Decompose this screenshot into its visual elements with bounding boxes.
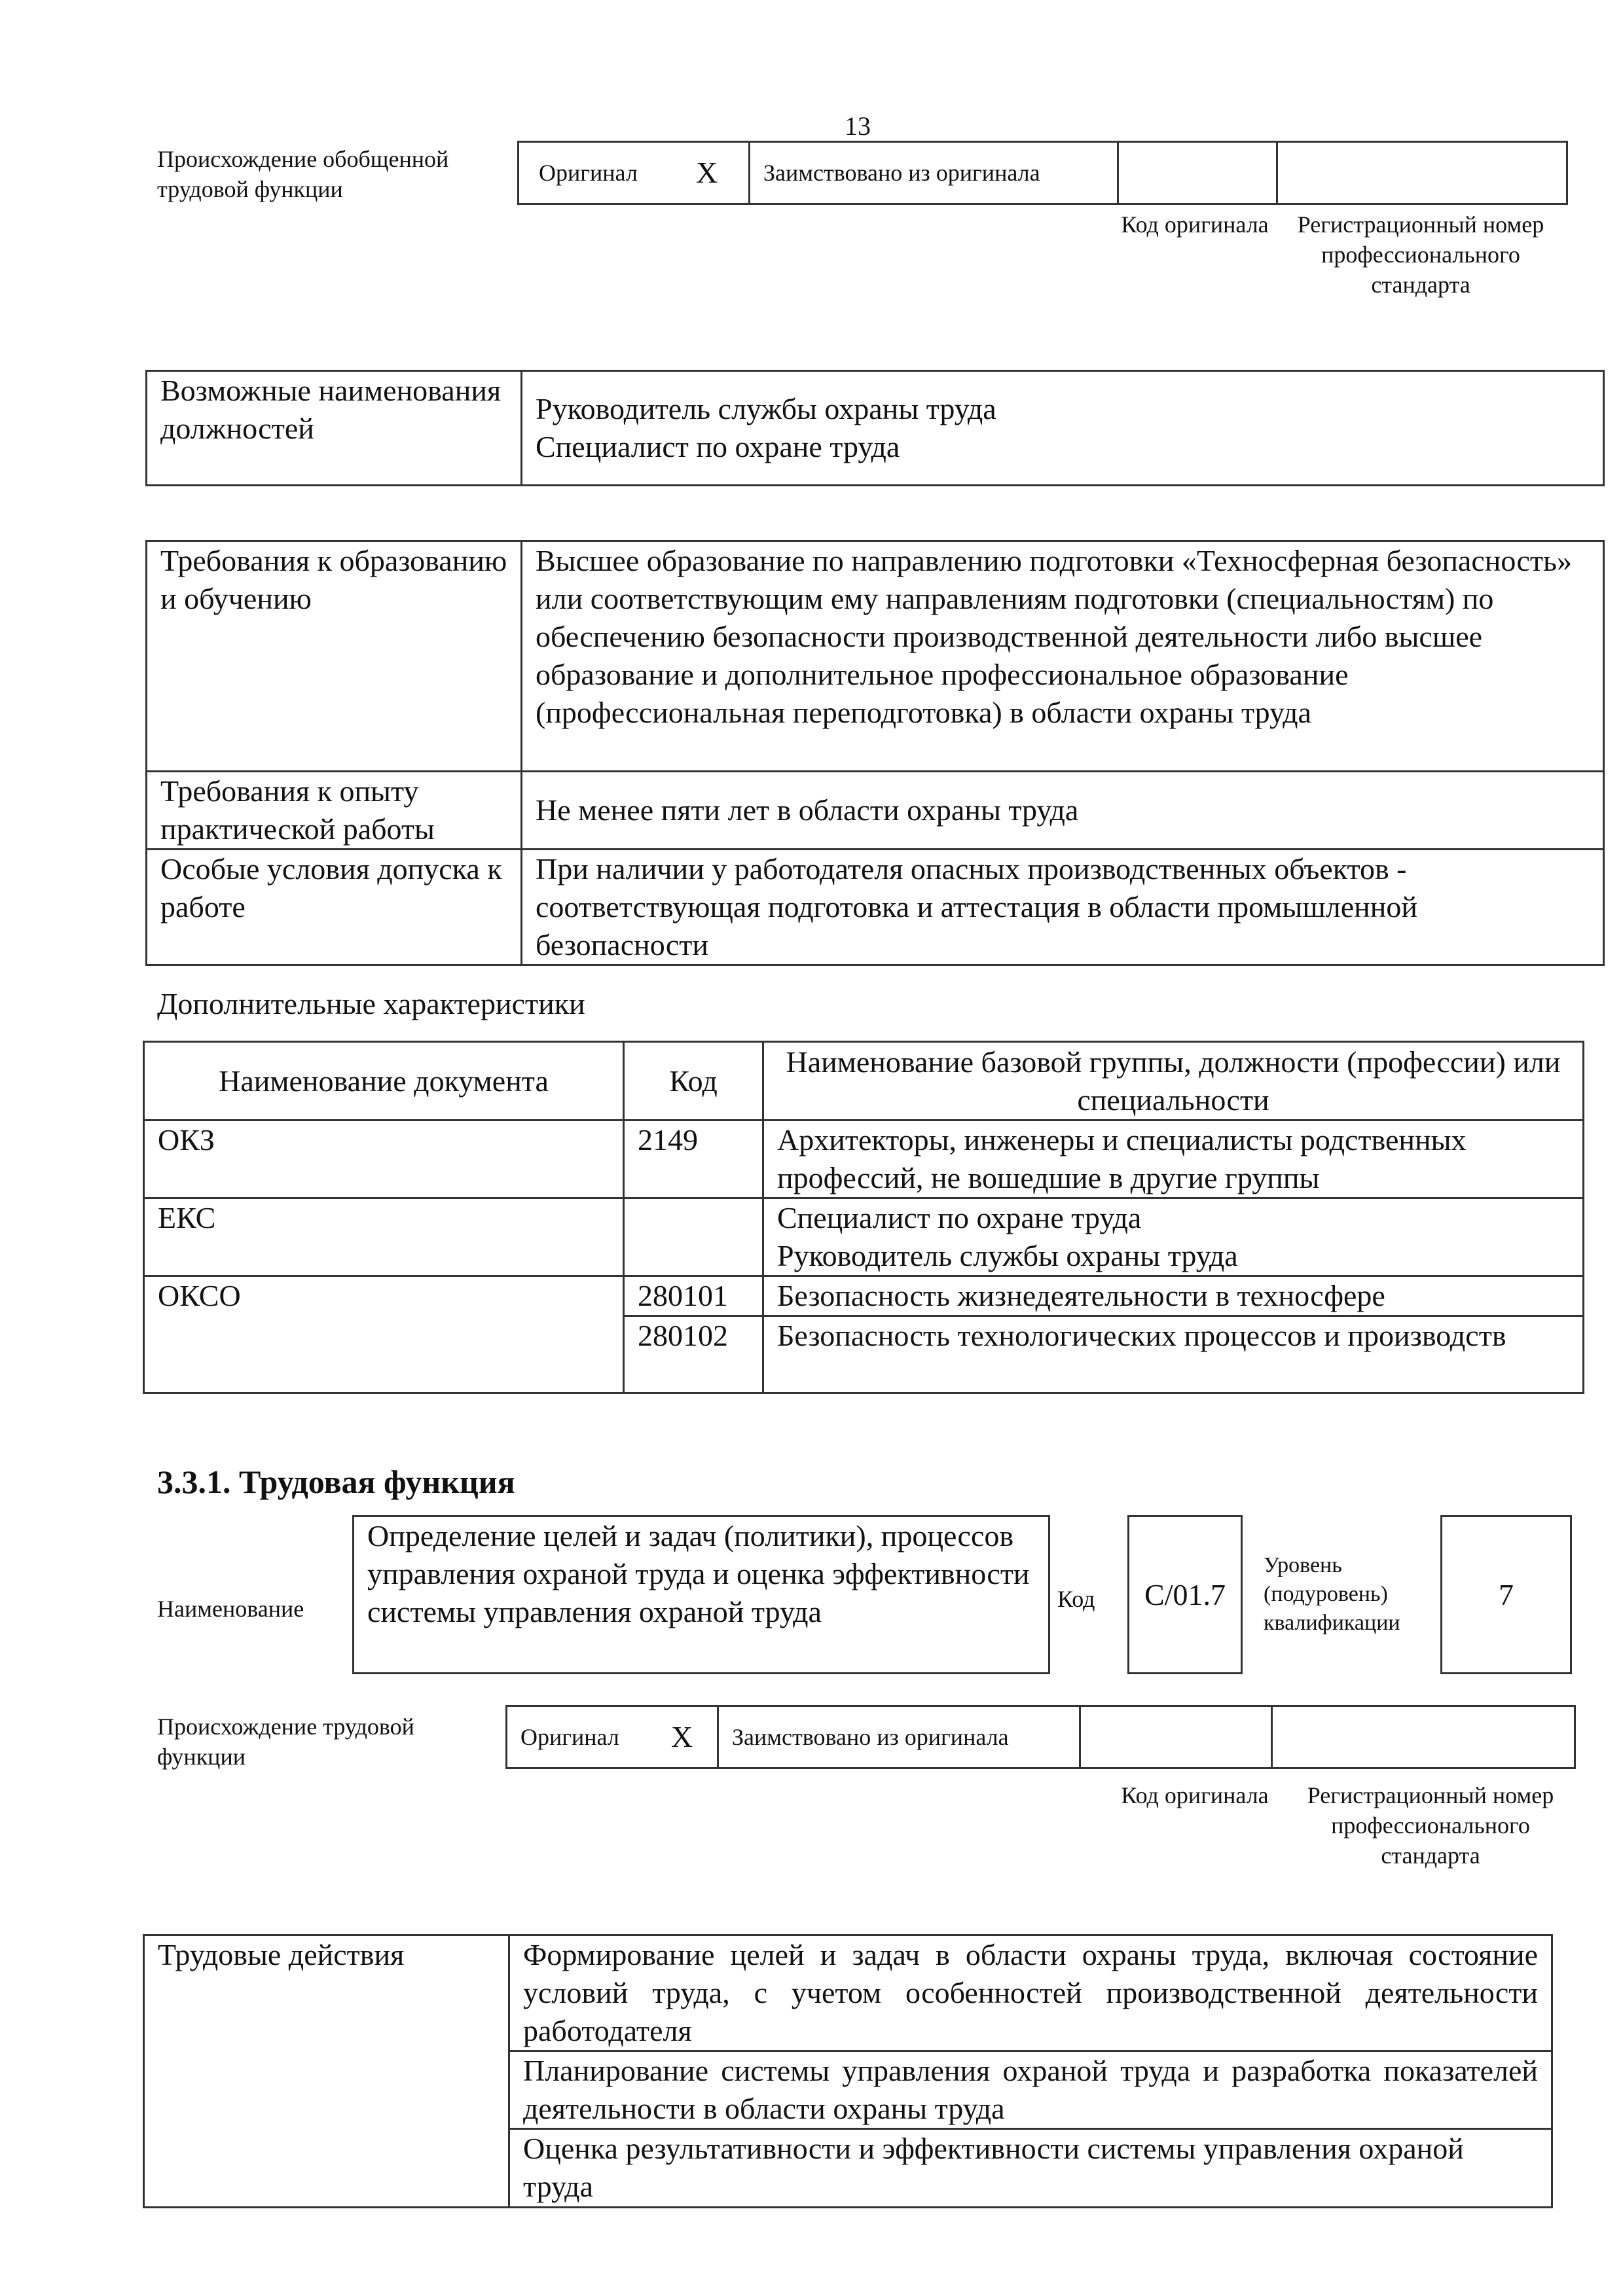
origin-function-table [505, 1705, 1576, 1769]
experience-label: Требования к опыту практической работы [147, 772, 522, 850]
table-row [144, 1198, 1584, 1276]
borrowed-label: Заимствовано из оригинала [750, 142, 1118, 204]
requirements-table [145, 540, 1605, 966]
level-value: 7 [1442, 1516, 1571, 1674]
positions-values [522, 371, 1604, 486]
reg-number-cell [1272, 1706, 1575, 1768]
reg-number-caption: Регистрационный номер профессионального стандарта [1307, 1782, 1554, 1869]
origin-generalized-table [517, 141, 1568, 205]
level-box [1440, 1515, 1572, 1674]
original-mark: X [683, 142, 750, 204]
code-cell: 280101 [624, 1276, 763, 1316]
code-original-caption: Код оригинала [1121, 211, 1269, 238]
labor-action-item: Оценка результативности и эффективности системы управления охраной труда [509, 2129, 1552, 2208]
name-cell [763, 1198, 1584, 1276]
labor-action-item: Планирование системы управления охраной труда и разработка показателей деятельности в области охраны труда [509, 2051, 1552, 2129]
special-conditions-value: При наличии у работодателя опасных производственных объектов - соответствующая подготовка и аттестация в области промышленной безопасности [522, 850, 1604, 965]
header-group: Наименование базовой группы, должности (профессии) или специальности [763, 1042, 1584, 1121]
code-value: C/01.7 [1129, 1516, 1242, 1674]
page-number: 13 [845, 111, 871, 141]
additional-title: Дополнительные характеристики [157, 987, 585, 1020]
code-cell: 2149 [624, 1121, 763, 1198]
table-row [144, 1121, 1584, 1198]
labor-actions-label: Трудовые действия [144, 1935, 509, 2208]
table-row [144, 1276, 1584, 1316]
function-name-value: Определение целей и задач (политики), процессов управления охраной труда и оценка эффективности системы управления охраной труда [354, 1516, 1049, 1674]
education-value: Высшее образование по направлению подготовки «Техносферная безопасность» или соответствующим ему направлениям подготовки (специальностям) по обеспечению безопасности производственной деятельности либо высшее образование и дополнительное профессиональное образование (профессиональная переподготовка) в области охраны труда [522, 541, 1604, 772]
doc-cell: ОКСО [144, 1276, 624, 1393]
reg-number-cell [1277, 142, 1567, 204]
reg-number-caption: Регистрационный номер профессионального стандарта [1297, 211, 1544, 298]
origin-generalized-label: Происхождение обобщенной трудовой функции [157, 146, 449, 202]
original-code-cell [1080, 1706, 1272, 1768]
labor-actions-table [143, 1934, 1553, 2208]
special-conditions-label: Особые условия допуска к работе [147, 850, 522, 965]
code-box [1127, 1515, 1243, 1674]
code-original-caption: Код оригинала [1121, 1782, 1269, 1808]
name-label: Наименование [157, 1596, 304, 1622]
original-label: Оригинал [507, 1706, 659, 1768]
original-mark: X [658, 1706, 718, 1768]
positions-table [145, 370, 1605, 486]
code-cell [624, 1198, 763, 1276]
name-cell: Безопасность жизнедеятельности в техносфере [763, 1276, 1584, 1316]
header-code: Код [624, 1042, 763, 1121]
origin-function-label: Происхождение трудовой функции [157, 1713, 414, 1770]
position-item: Специалист по охране труда [536, 430, 900, 463]
section-heading: 3.3.1. Трудовая функция [157, 1463, 515, 1500]
code-cell: 280102 [624, 1316, 763, 1393]
experience-value: Не менее пяти лет в области охраны труда [522, 772, 1604, 850]
header-document: Наименование документа [144, 1042, 624, 1121]
doc-cell: ОКЗ [144, 1121, 624, 1198]
name-line: Руководитель службы охраны труда [777, 1239, 1238, 1272]
education-label: Требования к образованию и обучению [147, 541, 522, 772]
position-item: Руководитель службы охраны труда [536, 392, 996, 425]
original-code-cell [1118, 142, 1277, 204]
name-line: Специалист по охране труда [777, 1201, 1142, 1234]
code-label: Код [1057, 1586, 1095, 1612]
labor-action-item: Формирование целей и задач в области охраны труда, включая состояние условий труда, с учетом особенностей производственной деятельности работодателя [509, 1935, 1552, 2051]
name-cell: Безопасность технологических процессов и производств [763, 1316, 1584, 1393]
name-box [352, 1515, 1050, 1674]
doc-cell: ЕКС [144, 1198, 624, 1276]
positions-label: Возможные наименования должностей [147, 371, 522, 486]
level-label: Уровень (подуровень) квалификации [1264, 1553, 1400, 1635]
name-cell: Архитекторы, инженеры и специалисты родственных профессий, не вошедшие в другие группы [763, 1121, 1584, 1198]
original-label: Оригинал [519, 142, 684, 204]
additional-table [143, 1041, 1584, 1394]
borrowed-label: Заимствовано из оригинала [718, 1706, 1080, 1768]
